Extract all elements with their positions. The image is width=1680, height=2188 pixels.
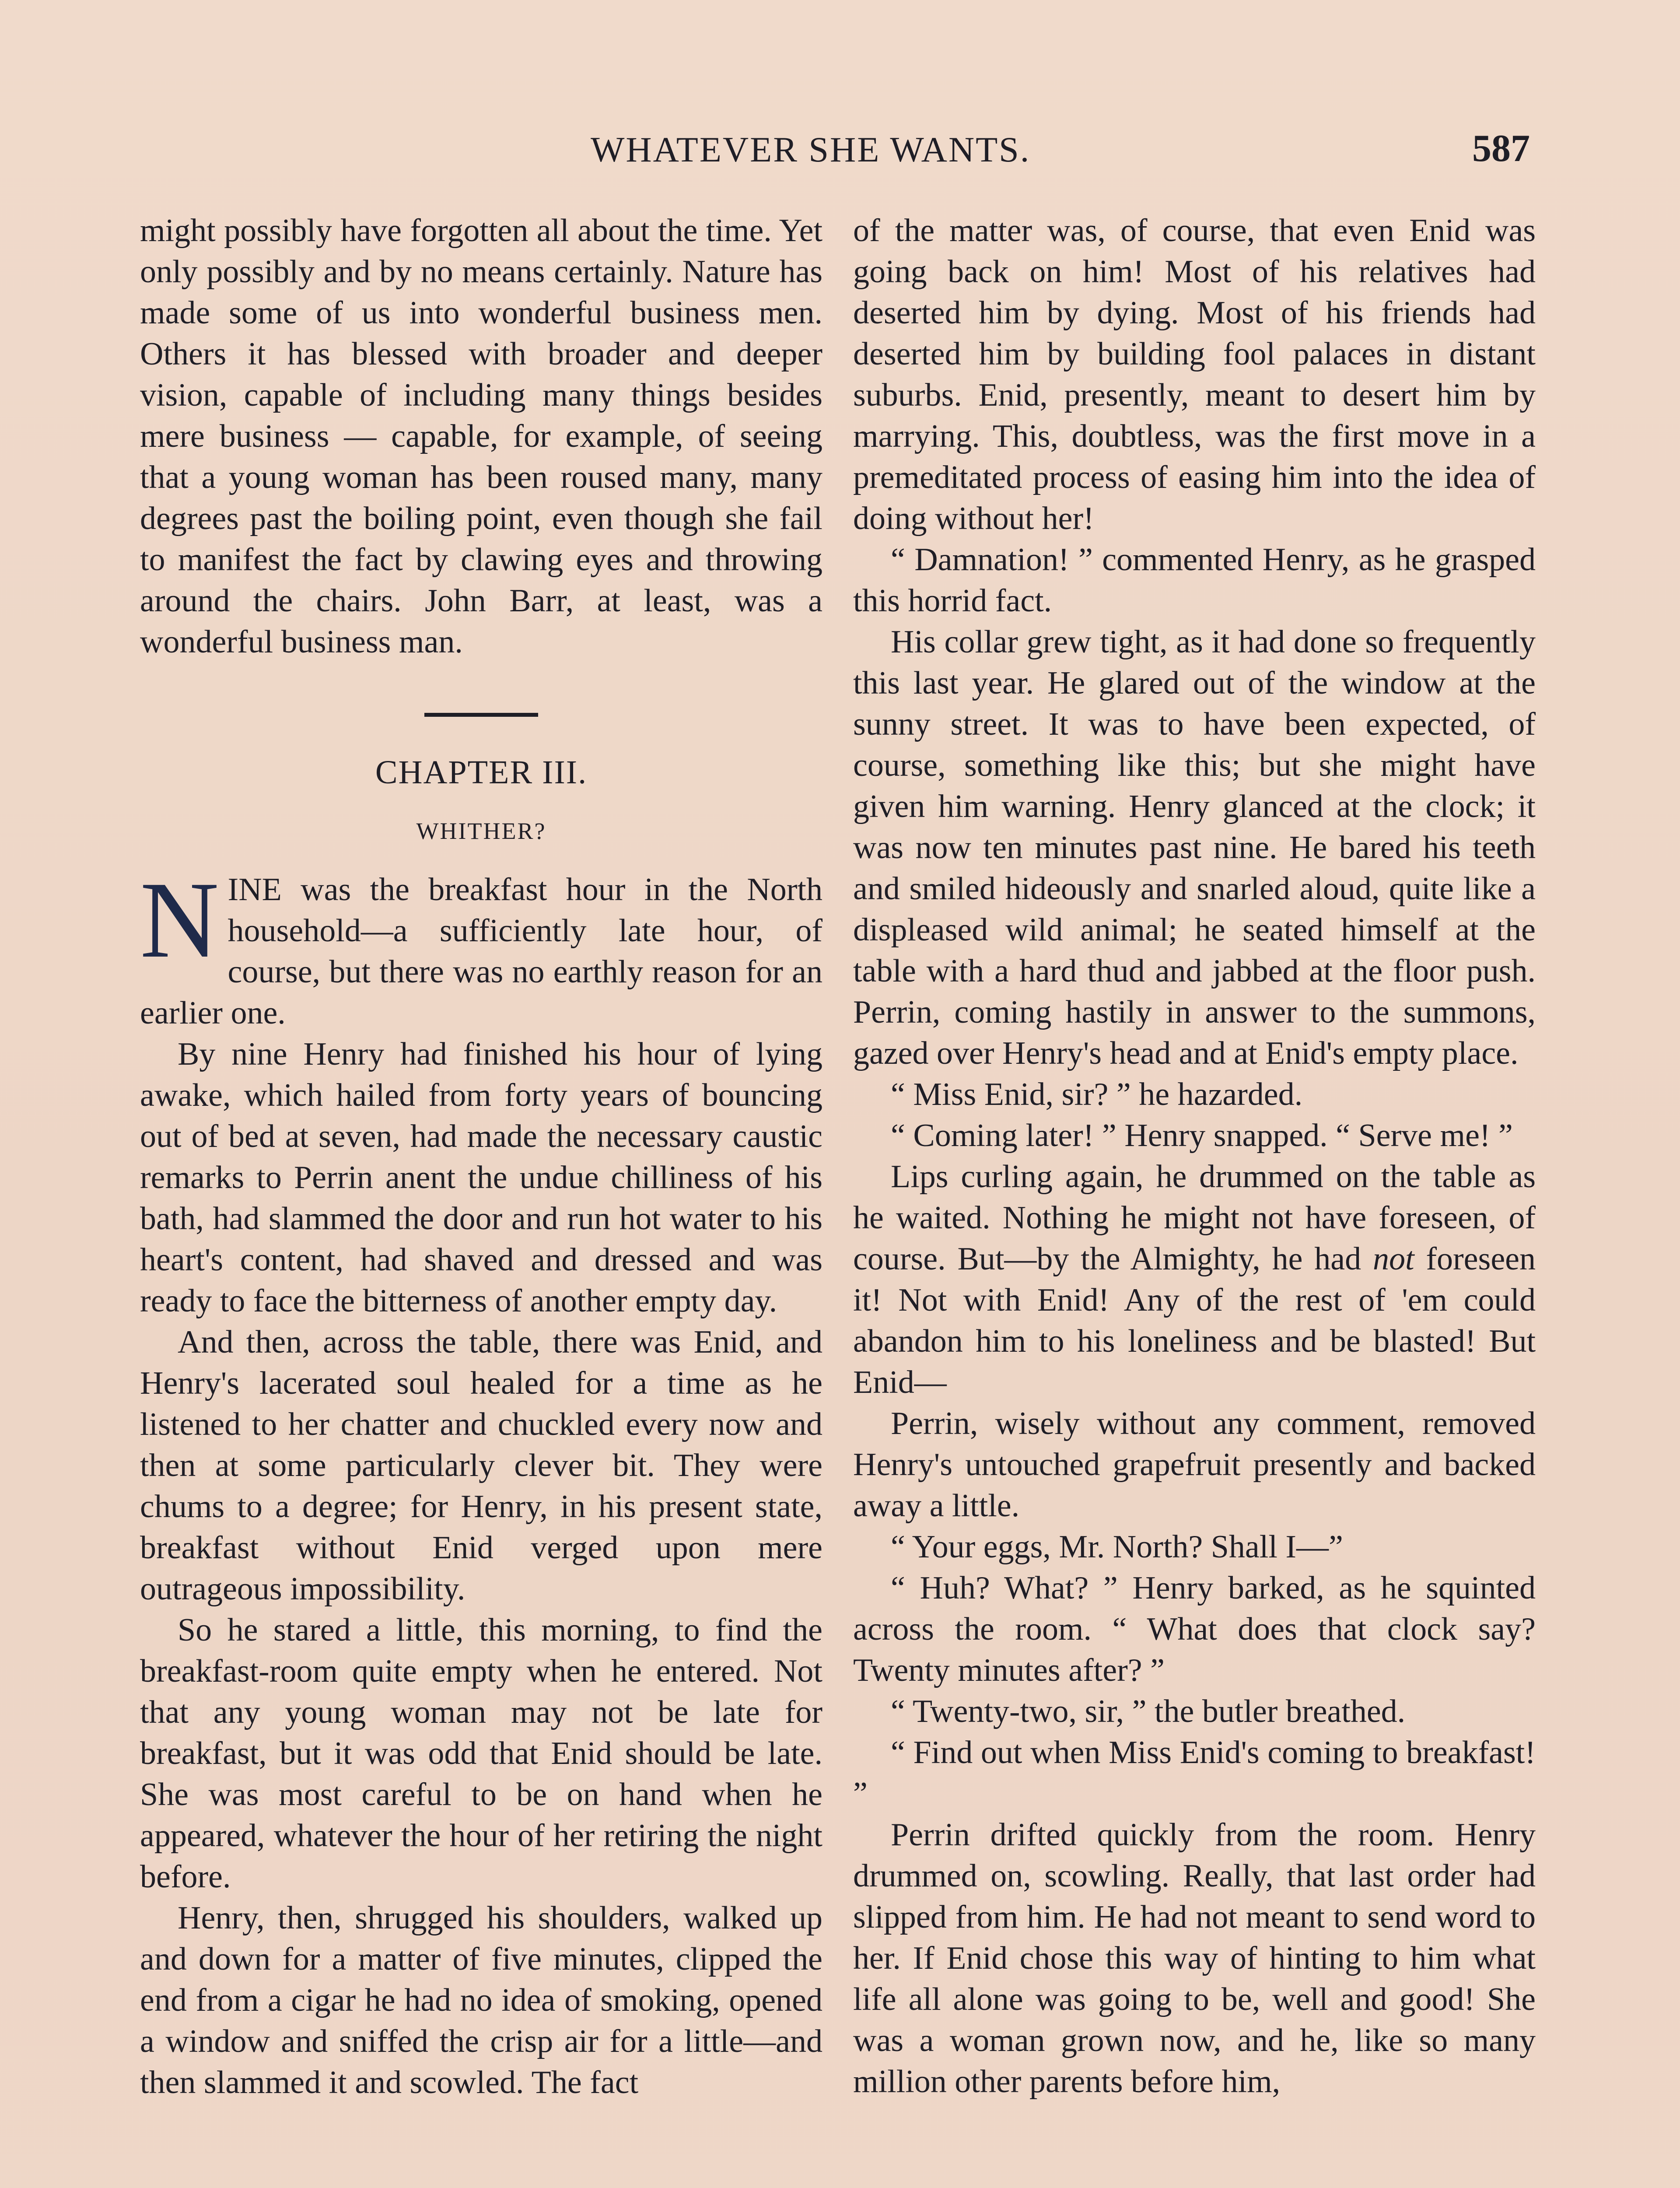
drop-cap: N	[140, 859, 219, 981]
section-divider	[424, 713, 538, 717]
paragraph: “ Huh? What? ” Henry barked, as he squinted across the room. “ What does that clock say? Twenty minutes after? ”	[853, 1570, 1536, 1688]
paragraph	[853, 1156, 1536, 1403]
paragraph: So he stared a little, this morning, to find the breakfast-room quite empty when he entered. Not that any young woman may not be late for breakfast, but it was odd that Enid should be late. She was most careful to be on hand when he appeared, whatever the hour of her retiring the night before.	[140, 1612, 822, 1895]
paragraph: of the matter was, of course, that even Enid was going back on him! Most of his relatives had deserted him by dying. Most of his friends had deserted him by building fool palaces in distant suburbs. Enid, presently, meant to desert him by marrying. This, doubtless, was the first move in a premeditated process of easing him into the idea of doing without her!	[853, 213, 1536, 536]
emphasized-word: not	[1372, 1241, 1414, 1277]
paragraph: “ Damnation! ” commented Henry, as he grasped this horrid fact.	[853, 542, 1536, 619]
paragraph: And then, across the table, there was Enid, and Henry's lacerated soul healed for a time as he listened to her chatter and chuckled every now and then at some particularly clever bit. They were chums to a degree; for Henry, in his present state, breakfast without Enid verged upon mere outrageous impossibility.	[140, 1324, 822, 1607]
chapter-title: CHAPTER III.	[375, 754, 588, 791]
page-number: 587	[1472, 127, 1530, 170]
paragraph: Perrin, wisely without any comment, removed Henry's untouched grapefruit presently and backed away a little.	[853, 1406, 1536, 1524]
left-column	[140, 210, 822, 2103]
paragraph-text: Lips curling again, he drummed on the table as he waited. Nothing he might not have foreseen, of course. But—by the Almighty, he had	[853, 1159, 1536, 1277]
page-header	[0, 129, 1680, 177]
paragraph: His collar grew tight, as it had done so frequently this last year. He glared out of the window at the sunny street. It was to have been expected, of course, something like this; but she might have given him warning. Henry glanced at the clock; it was now ten minutes past nine. He bared his teeth and smiled hideously and snarled aloud, quite like a displeased wild animal; he seated himself at the table with a hard thud and jabbed at the floor push. Perrin, coming hastily in answer to the summons, gazed over Henry's head and at Enid's empty place.	[853, 624, 1536, 1071]
right-column	[853, 210, 1536, 2102]
paragraph: “ Twenty-two, sir, ” the butler breathed.	[891, 1694, 1406, 1729]
chapter-subtitle: WHITHER?	[416, 818, 546, 844]
paragraph: Perrin drifted quickly from the room. Henry drummed on, scowling. Really, that last order had slipped from him. He had not meant to send word to her. If Enid chose this way of hinting to him what life all alone was going to be, well and good! She was a woman grown now, and he, like so many million other parents before him,	[853, 1817, 1536, 2100]
paragraph: might possibly have forgotten all about the time. Yet only possibly and by no means certainly. Nature has made some of us into wonderful business men. Others it has blessed with broader and deeper vision, capable of including many things besides mere business — capable, for example, of seeing that a young woman has been roused many, many degrees past the boiling point, even though she fail to manifest the fact by clawing eyes and throwing around the chairs. John Barr, at least, was a wonderful business man.	[140, 213, 822, 660]
opening-paragraph	[140, 859, 822, 1034]
opening-paragraph-text: INE was the breakfast hour in the North household—a sufficiently late hour, of course, but there was no earthly reason for an earlier one.	[140, 872, 822, 1031]
paragraph: “ Coming later! ” Henry snapped. “ Serve me! ”	[891, 1118, 1513, 1154]
paragraph: “ Your eggs, Mr. North? Shall I—”	[891, 1529, 1343, 1565]
paragraph-text: foreseen it! Not with Enid! Any of the rest of 'em could abandon him to his loneliness and be blasted! But Enid—	[853, 1241, 1536, 1400]
paragraph: Henry, then, shrugged his shoulders, walked up and down for a matter of five minutes, clipped the end from a cigar he had no idea of smoking, opened a window and sniffed the crisp air for a little—and then slammed it and scowled. The fact	[140, 1900, 822, 2100]
paragraph: “ Miss Enid, sir? ” he hazarded.	[891, 1076, 1303, 1112]
paragraph: “ Find out when Miss Enid's coming to breakfast! ”	[853, 1735, 1536, 1812]
running-head: WHATEVER SHE WANTS.	[591, 130, 1031, 169]
paragraph: By nine Henry had finished his hour of lying awake, which hailed from forty years of bouncing out of bed at seven, had made the necessary caustic remarks to Perrin anent the undue chilliness of his bath, had slammed the door and run hot water to his heart's content, had shaved and dressed and was ready to face the bitterness of another empty day.	[140, 1036, 822, 1319]
